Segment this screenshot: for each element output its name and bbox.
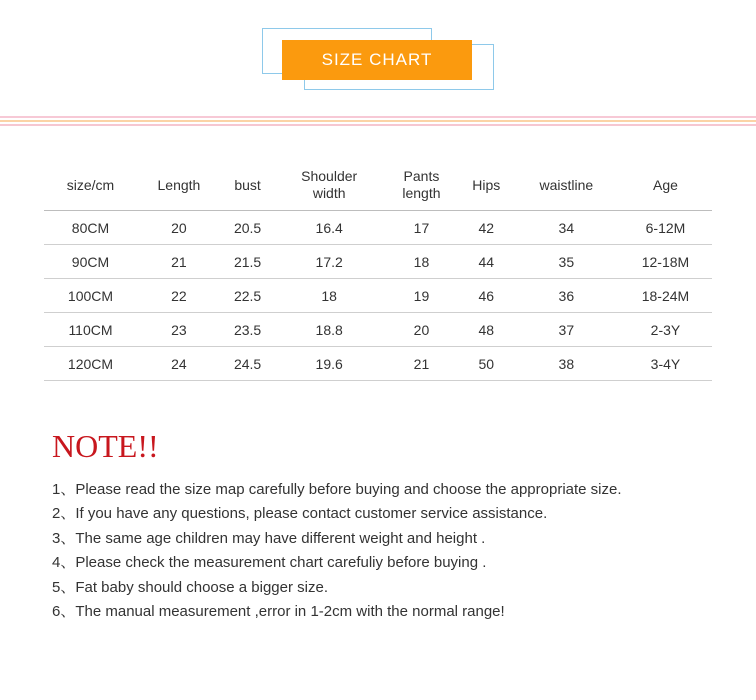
table-cell: 19.6 [274,347,384,381]
table-cell: 24 [137,347,221,381]
table-cell: 21 [384,347,459,381]
note-heading: NOTE!! [52,428,159,464]
table-cell: 12-18M [619,245,712,279]
table-row [44,245,712,279]
note-item: 2、If you have any questions, please contact customer service assistance. [52,505,548,523]
table-row [44,211,712,245]
column-header: size/cm [44,160,137,211]
note-item: 4、Please check the measurement chart carefuliy before buying . [52,554,487,572]
table-cell: 18 [274,279,384,313]
table-cell: 21.5 [221,245,274,279]
table-cell: 37 [514,313,619,347]
table-cell: 2-3Y [619,313,712,347]
column-header: Length [137,160,221,211]
note-item: 3、The same age children may have different weight and height . [52,529,486,547]
table-cell: 18 [384,245,459,279]
table-cell: 34 [514,211,619,245]
column-header: Shoulder width [274,160,384,211]
table-cell: 21 [137,245,221,279]
note-item: 1、Please read the size map carefully before buying and choose the appropriate size. [52,481,622,498]
table-cell: 18-24M [619,279,712,313]
table-cell: 46 [459,279,514,313]
table-cell: 22.5 [221,279,274,313]
table-cell: 50 [459,347,514,381]
size-table [44,160,712,381]
table-cell: 17 [384,211,459,245]
table-cell: 90CM [44,245,137,279]
table-row [44,279,712,313]
note-item: 6、The manual measurement ,error in 1-2cm with the normal range! [52,602,505,620]
table-cell: 48 [459,313,514,347]
column-header: waistline [514,160,619,211]
table-cell: 6-12M [619,211,712,245]
table-cell: 17.2 [274,245,384,279]
note-item: 5、Fat baby should choose a bigger size. [52,578,328,596]
table-cell: 16.4 [274,211,384,245]
table-cell: 100CM [44,279,137,313]
table-header-row [44,160,712,211]
table-cell: 20 [384,313,459,347]
table-cell: 19 [384,279,459,313]
table-cell: 18.8 [274,313,384,347]
column-header: bust [221,160,274,211]
table-cell: 36 [514,279,619,313]
size-chart-title: SIZE CHART [282,40,472,80]
table-cell: 23 [137,313,221,347]
notes-list [52,478,622,624]
table-cell: 42 [459,211,514,245]
table-row [44,347,712,381]
table-cell: 23.5 [221,313,274,347]
table-cell: 3-4Y [619,347,712,381]
table-cell: 24.5 [221,347,274,381]
table-row [44,313,712,347]
decorative-stripes [0,116,756,126]
table-cell: 44 [459,245,514,279]
table-cell: 110CM [44,313,137,347]
table-cell: 20.5 [221,211,274,245]
table-cell: 120CM [44,347,137,381]
size-chart-header [262,28,496,92]
table-cell: 20 [137,211,221,245]
column-header: Pants length [384,160,459,211]
column-header: Hips [459,160,514,211]
table-cell: 22 [137,279,221,313]
table-cell: 38 [514,347,619,381]
table-cell: 80CM [44,211,137,245]
table-cell: 35 [514,245,619,279]
column-header: Age [619,160,712,211]
